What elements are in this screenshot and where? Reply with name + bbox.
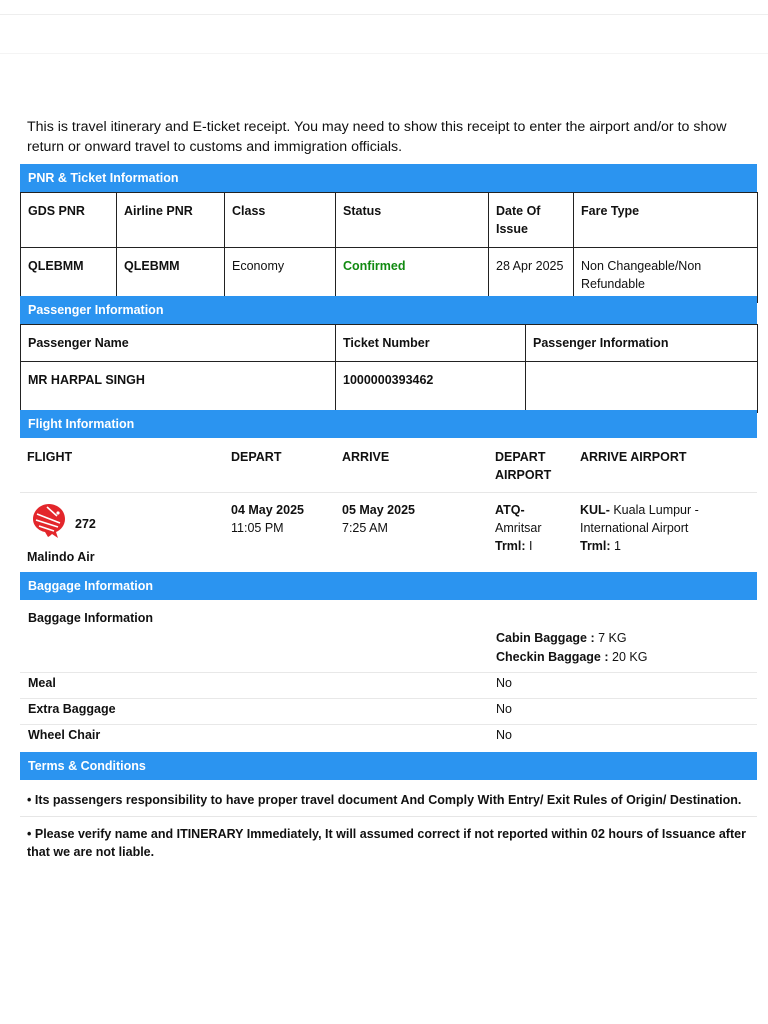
depart-date: 04 May 2025	[231, 503, 304, 517]
terms-section-header: Terms & Conditions	[20, 752, 757, 780]
terms-item-2-text: Please verify name and ITINERARY Immediately, It will assumed correct if not reported within 02 hours of Issuance after that we are not liable.	[27, 827, 746, 859]
depart-time: 11:05 PM	[231, 521, 284, 535]
wheel-chair-label: Wheel Chair	[28, 728, 101, 742]
flight-header-arrive-airport: ARRIVE AIRPORT	[573, 440, 757, 493]
ticket-number-value: 1000000393462	[336, 362, 526, 413]
flight-header-depart-airport: DEPART AIRPORT	[488, 440, 573, 493]
meal-label: Meal	[28, 676, 56, 690]
bullet-icon: •	[27, 793, 35, 807]
passenger-table	[20, 324, 758, 413]
flight-header-flight: FLIGHT	[20, 440, 224, 493]
arrive-time: 7:25 AM	[342, 521, 388, 535]
pnr-header-row	[21, 193, 758, 248]
class-value: Economy	[225, 248, 336, 303]
checkin-baggage-value: 20 KG	[612, 649, 648, 664]
depart-airport-cell	[488, 493, 573, 575]
passenger-name-value: MR HARPAL SINGH	[21, 362, 336, 413]
baggage-allowance	[496, 629, 647, 666]
passenger-section-header: Passenger Information	[20, 296, 757, 324]
gds-pnr-value: QLEBMM	[21, 248, 117, 303]
passenger-data-row	[21, 362, 758, 413]
arrive-terminal-value: 1	[614, 539, 621, 553]
malindo-air-logo-icon	[27, 501, 71, 546]
flight-number: 272	[75, 516, 96, 531]
flight-table	[20, 440, 757, 574]
pnr-table-wrap	[20, 192, 757, 303]
depart-airport-code: ATQ-	[495, 503, 525, 517]
depart-terminal-label: Trml:	[495, 539, 526, 553]
flight-header-arrive: ARRIVE	[335, 440, 488, 493]
pnr-header-class: Class	[225, 193, 336, 248]
pnr-header-gds: GDS PNR	[21, 193, 117, 248]
pnr-section-header: PNR & Ticket Information	[20, 164, 757, 192]
depart-terminal-value: I	[529, 539, 533, 553]
arrive-terminal-label: Trml:	[580, 539, 611, 553]
arrive-airport-city: Kuala Lumpur - International Airport	[580, 503, 699, 535]
extra-baggage-row	[20, 698, 757, 725]
meal-row	[20, 672, 757, 699]
depart-airport-city: Amritsar	[495, 521, 542, 535]
fare-type-value: Non Changeable/Non Refundable	[574, 248, 758, 303]
flight-section-header: Flight Information	[20, 410, 757, 438]
flight-table-wrap	[20, 440, 757, 574]
status-value: Confirmed	[336, 248, 489, 303]
passenger-info-value	[526, 362, 758, 413]
airline-pnr-value: QLEBMM	[117, 248, 225, 303]
flight-cell	[20, 493, 224, 575]
terms-item-2	[27, 825, 755, 861]
extra-baggage-label: Extra Baggage	[28, 702, 116, 716]
meal-value: No	[496, 676, 512, 690]
flight-logo-row	[27, 501, 217, 546]
pnr-table	[20, 192, 758, 303]
date-of-issue-value: 28 Apr 2025	[489, 248, 574, 303]
terms-divider	[20, 816, 757, 817]
passenger-header-row	[21, 325, 758, 362]
wheel-chair-value: No	[496, 728, 512, 742]
pnr-header-status: Status	[336, 193, 489, 248]
pnr-header-airline: Airline PNR	[117, 193, 225, 248]
extra-baggage-value: No	[496, 702, 512, 716]
arrive-date: 05 May 2025	[342, 503, 415, 517]
pnr-data-row	[21, 248, 758, 303]
flight-header-row	[20, 440, 757, 493]
terms-item-1-text: Its passengers responsibility to have proper travel document And Comply With Entry/ Exit Rules of Origin/ Destination.	[34, 793, 742, 807]
terms-item-1	[27, 791, 755, 809]
passenger-header-name: Passenger Name	[21, 325, 336, 362]
flight-data-row	[20, 493, 757, 575]
airline-name: Malindo Air	[27, 550, 95, 564]
pnr-header-date: Date Of Issue	[489, 193, 574, 248]
top-divider	[0, 14, 768, 15]
cabin-baggage-value: 7 KG	[598, 631, 627, 645]
passenger-header-ticket: Ticket Number	[336, 325, 526, 362]
arrive-airport-code: KUL-	[580, 503, 610, 517]
intro-text: This is travel itinerary and E-ticket receipt. You may need to show this receipt to enter the airport and/or to show return or onward travel to customs and immigration officials.	[27, 119, 727, 155]
wheel-chair-row	[20, 724, 757, 750]
arrive-airport-cell	[573, 493, 757, 575]
passenger-header-info: Passenger Information	[526, 325, 758, 362]
pnr-header-fare: Fare Type	[574, 193, 758, 248]
checkin-baggage-label: Checkin Baggage :	[496, 649, 609, 664]
flight-header-depart: DEPART	[224, 440, 335, 493]
arrive-cell	[335, 493, 488, 575]
passenger-table-wrap	[20, 324, 757, 413]
baggage-info-row	[20, 600, 757, 673]
baggage-section-header: Baggage Information	[20, 572, 757, 600]
bullet-icon: •	[27, 827, 35, 841]
baggage-info-label: Baggage Information	[28, 611, 154, 625]
top-divider-2	[0, 53, 768, 54]
cabin-baggage-label: Cabin Baggage :	[496, 631, 595, 645]
depart-cell	[224, 493, 335, 575]
